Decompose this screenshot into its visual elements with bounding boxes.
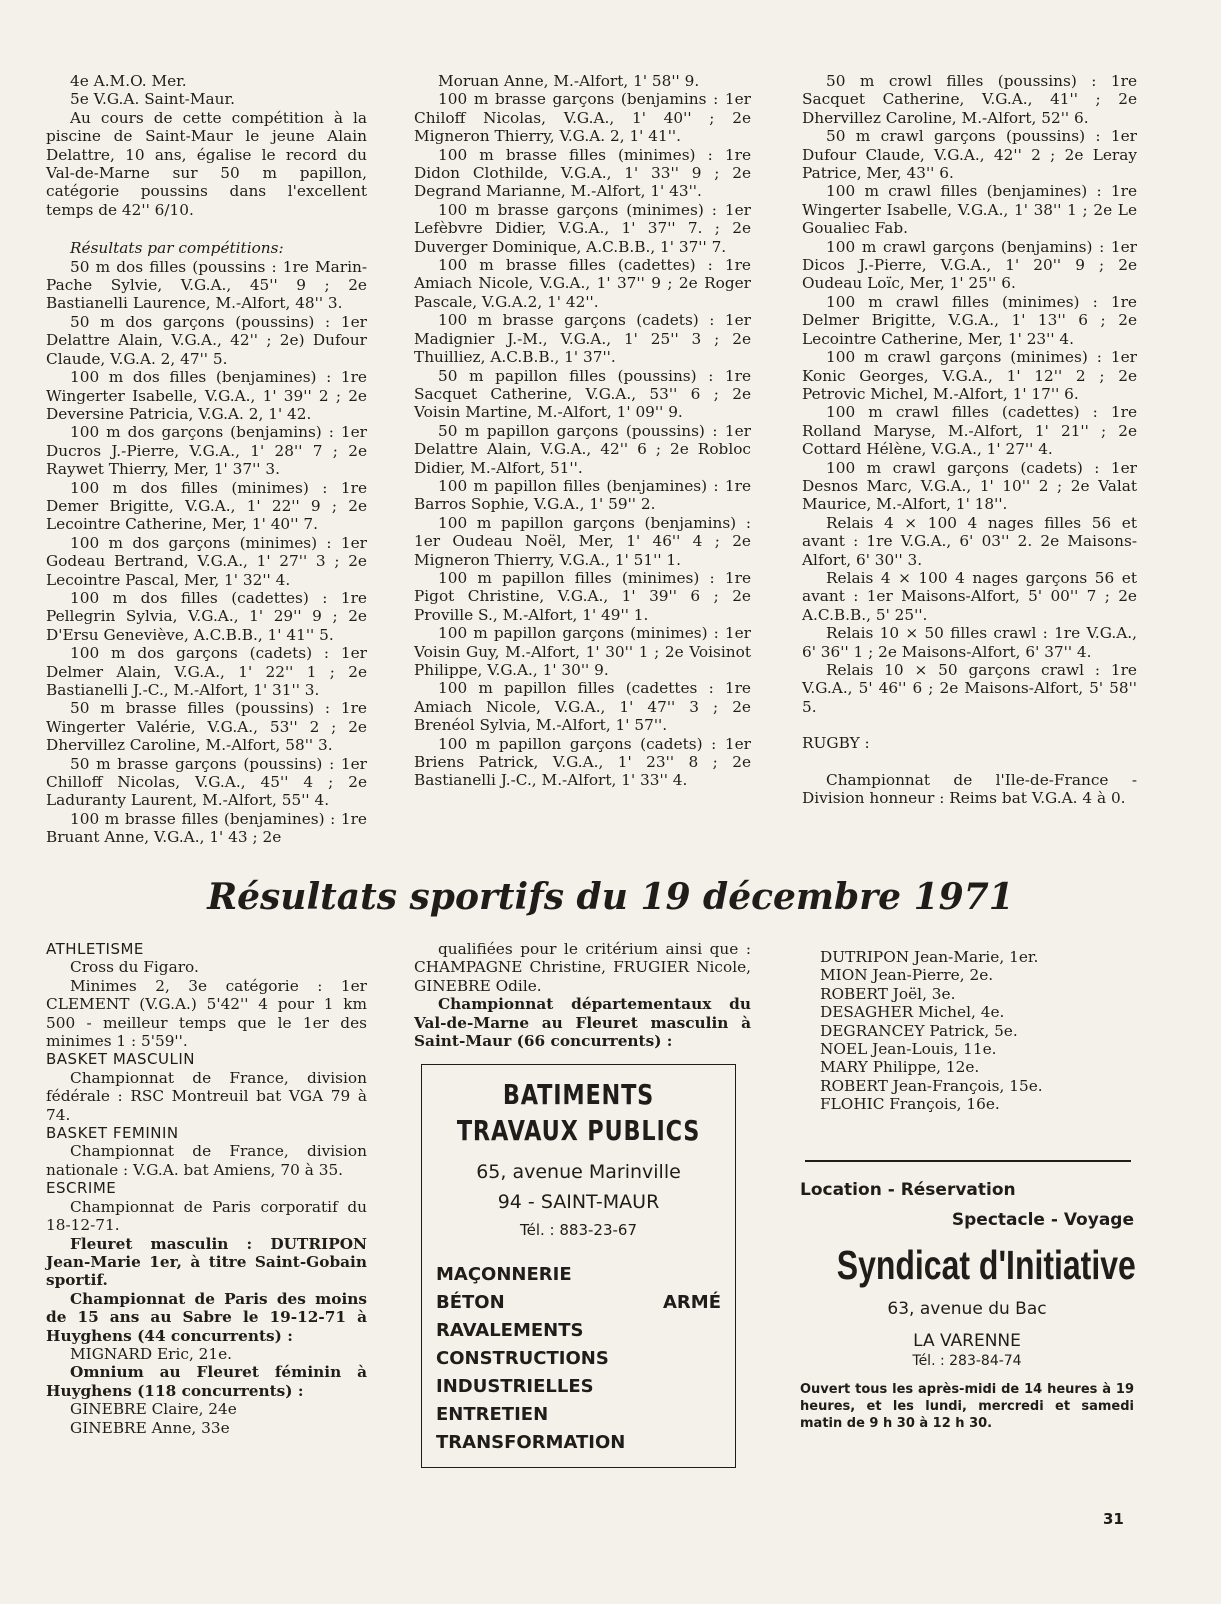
section-heading: Résultats par compétitions: [70, 239, 284, 258]
paragraph: Relais 4 × 100 4 nages garçons 56 et avant : 1er Maisons-Alfort, 5' 00'' 7 ; 2e A.C.B.B., 5' 25''. [802, 568, 1137, 624]
paragraph: 100 m crawl garçons (cadets) : 1er Desnos Marc, V.G.A., 1' 10'' 2 ; 2e Valat Maurice, M.-Alfort, 1' 18''. [802, 458, 1137, 514]
paragraph: 100 m crawl filles (benjamines) : 1re Wingerter Isabelle, V.G.A., 1' 38'' 1 ; 2e Le Goualiec Fab. [802, 182, 1137, 238]
paragraph: MIGNARD Eric, 21e. [70, 1344, 233, 1363]
paragraph: 50 m brasse garçons (poussins) : 1er Chilloff Nicolas, V.G.A., 45'' 4 ; 2e Laduranty Laurent, M.-Alfort, 55'' 4. [46, 754, 367, 810]
ad-title-line-1: BATIMENTS [502, 1078, 655, 1111]
ad-trade: MAÇONNERIE [436, 1264, 572, 1285]
paragraph: 100 m dos garçons (cadets) : 1er Delmer Alain, V.G.A., 1' 22'' 1 ; 2e Bastianelli J.-C., M.-Alfort, 1' 31'' 3. [46, 644, 367, 699]
paragraph: Relais 10 × 50 filles crawl : 1re V.G.A., 6' 36'' 1 ; 2e Maisons-Alfort, 6' 37'' 4. [802, 624, 1137, 661]
paragraph: 50 m crowl filles (poussins) : 1re Sacquet Catherine, V.G.A., 41'' ; 2e Dhervillez Caroline, M.-Alfort, 52'' 6. [802, 72, 1137, 127]
paragraph: Championnat départementaux du Val-de-Marne au Fleuret masculin à Saint-Maur (66 concurrents) : [414, 995, 751, 1051]
paragraph: 50 m dos garçons (poussins) : 1er Delattre Alain, V.G.A., 42'' ; 2e) Dufour Claude, V.G.A. 2, 47'' 5. [46, 312, 367, 368]
ad-address: 65, avenue Marinville [476, 1161, 681, 1183]
paragraph: 100 m papillon filles (benjamines) : 1re Barros Sophie, V.G.A., 1' 59'' 2. [414, 476, 751, 514]
ad-trade: RAVALEMENTS [436, 1320, 584, 1341]
paragraph: 100 m crawl filles (cadettes) : 1re Rolland Maryse, M.-Alfort, 1' 21'' ; 2e Cottard Hélène, V.G.A., 1' 27'' 4. [802, 403, 1137, 459]
paragraph: 50 m papillon filles (poussins) : 1re Sacquet Catherine, V.G.A., 53'' 6 ; 2e Voisin Martine, M.-Alfort, 1' 09'' 9. [414, 366, 751, 422]
list-item: DEGRANCEY Patrick, 5e. [820, 1021, 1018, 1040]
paragraph: Relais 4 × 100 4 nages filles 56 et avant : 1re V.G.A., 6' 03'' 2. 2e Maisons-Alfort, 6' 30'' 3. [802, 513, 1137, 569]
paragraph: 50 m crawl garçons (poussins) : 1er Dufour Claude, V.G.A., 42'' 2 ; 2e Leray Patrice, Mer, 43'' 6. [802, 127, 1137, 183]
ad-trade: ENTRETIEN [436, 1404, 549, 1425]
list-item: NOEL Jean-Louis, 11e. [820, 1040, 997, 1059]
list-item: FLOHIC François, 16e. [820, 1095, 1000, 1114]
paragraph: 100 m brasse filles (cadettes) : 1re Amiach Nicole, V.G.A., 1' 37'' 9 ; 2e Roger Pascale, V.G.A.2, 1' 42''. [414, 256, 751, 311]
paragraph: 100 m brasse garçons (minimes) : 1er Lefèbvre Didier, V.G.A., 1' 37'' 7. ; 2e Duverger Dominique, A.C.B.B., 1' 37'' 7. [414, 200, 751, 256]
paragraph: 100 m papillon garçons (minimes) : 1er Voisin Guy, M.-Alfort, 1' 30'' 1 ; 2e Voisinot Philippe, V.G.A., 1' 30'' 9. [414, 624, 751, 679]
advertisement-syndicat [800, 1180, 1134, 1432]
paragraph: 100 m dos filles (benjamines) : 1re Wingerter Isabelle, V.G.A., 1' 39'' 2 ; 2e Deversine Patricia, V.G.A. 2, 1' 42. [46, 368, 367, 423]
paragraph: 100 m brasse filles (benjamines) : 1re Bruant Anne, V.G.A., 1' 43 ; 2e [46, 809, 367, 847]
paragraph: 100 m papillon garçons (cadets) : 1er Briens Patrick, V.G.A., 1' 23'' 8 ; 2e Bastianelli J.-C., M.-Alfort, 1' 33'' 4. [414, 734, 751, 790]
ad-tagline-1: Location - Réservation [800, 1180, 1016, 1200]
column-3 [802, 72, 1137, 807]
paragraph: 100 m dos garçons (minimes) : 1er Godeau Bertrand, V.G.A., 1' 27'' 3 ; 2e Lecointre Pascal, Mer, 1' 32'' 4. [46, 533, 367, 589]
paragraph: 100 m papillon filles (cadettes : 1re Amiach Nicole, V.G.A., 1' 47'' 3 ; 2e Brenéol Sylvia, M.-Alfort, 1' 57''. [414, 679, 751, 735]
paragraph: 5e V.G.A. Saint-Maur. [70, 90, 235, 109]
list-item: DESAGHER Michel, 4e. [820, 1003, 1005, 1022]
advertisement-btp [421, 1064, 736, 1468]
section-heading: ATHLETISME [46, 940, 144, 958]
paragraph: 100 m crawl filles (minimes) : 1re Delmer Brigitte, V.G.A., 1' 13'' 6 ; 2e Lecointre Catherine, Mer, 1' 23'' 4. [802, 292, 1137, 348]
list-item: ROBERT Joël, 3e. [820, 984, 956, 1003]
paragraph: Championnat de Paris corporatif du 18-12-71. [46, 1197, 367, 1235]
paragraph: 4e A.M.O. Mer. [70, 72, 187, 90]
paragraph: qualifiées pour le critérium ainsi que : CHAMPAGNE Christine, FRUGIER Nicole, GINEBRE Odile. [414, 940, 751, 995]
ad-city: LA VARENNE [913, 1331, 1021, 1351]
paragraph: 50 m dos filles (poussins : 1re Marin-Pache Sylvie, V.G.A., 45'' 9 ; 2e Bastianelli Laurence, M.-Alfort, 48'' 3. [46, 257, 367, 313]
ad-phone: Tél. : 883-23-67 [520, 1221, 637, 1239]
ad-name: Syndicat d'Initiative [836, 1242, 1136, 1288]
paragraph: Championnat de Paris des moins de 15 ans au Sabre le 19-12-71 à Huyghens (44 concurrents) : [46, 1289, 367, 1345]
paragraph: 100 m brasse garçons (cadets) : 1er Madignier J.-M., V.G.A., 1' 25'' 3 ; 2e Thuilliez, A.C.B.B., 1' 37''. [414, 311, 751, 367]
headline: Résultats sportifs du 19 décembre 1971 [207, 876, 1014, 918]
paragraph: Au cours de cette compétition à la piscine de Saint-Maur le jeune Alain Delattre, 10 ans, égalise le record du Val-de-Marne sur 50 m papillon, catégorie poussins dans l'excellent temps de 42'' 6/10. [46, 108, 367, 219]
ad-trade: CONSTRUCTIONS [436, 1348, 609, 1369]
ad-trade: TRANSFORMATION [436, 1432, 626, 1453]
paragraph: 100 m papillon filles (minimes) : 1re Pigot Christine, V.G.A., 1' 39'' 6 ; 2e Proville S., M.-Alfort, 1' 49'' 1. [414, 568, 751, 624]
column-1 [46, 72, 367, 847]
paragraph: Championnat de France, division fédérale : RSC Montreuil bat VGA 79 à 74. [46, 1068, 367, 1124]
ad-title-line-2: TRAVAUX PUBLICS [456, 1114, 701, 1147]
ad-city: 94 - SAINT-MAUR [497, 1191, 660, 1213]
section-heading: BASKET MASCULIN [46, 1050, 195, 1069]
paragraph: 100 m papillon garçons (benjamins) : 1er Oudeau Noël, Mer, 1' 46'' 4 ; 2e Migneron Thierry, V.G.A., 1' 51'' 1. [414, 513, 751, 569]
divider [805, 1160, 1131, 1162]
paragraph: GINEBRE Claire, 24e [70, 1400, 237, 1419]
paragraph: Championnat de l'Ile-de-France - Division honneur : Reims bat V.G.A. 4 à 0. [802, 770, 1137, 808]
ad-trade: BÉTON ARMÉ [436, 1292, 721, 1313]
paragraph: 50 m papillon garçons (poussins) : 1er Delattre Alain, V.G.A., 42'' 6 ; 2e Robloc Didier, M.-Alfort, 51''. [414, 421, 751, 477]
paragraph: 100 m brasse filles (minimes) : 1re Didon Clothilde, V.G.A., 1' 33'' 9 ; 2e Degrand Marianne, M.-Alfort, 1' 43''. [414, 145, 751, 201]
page-number: 31 [1103, 1510, 1124, 1528]
paragraph: 100 m crawl garçons (benjamins) : 1er Dicos J.-Pierre, V.G.A., 1' 20'' 9 ; 2e Oudeau Loïc, Mer, 1' 25'' 6. [802, 237, 1137, 293]
list-item: ROBERT Jean-François, 15e. [820, 1076, 1043, 1095]
list-item: DUTRIPON Jean-Marie, 1er. [820, 948, 1039, 966]
ad-tagline-2: Spectacle - Voyage [951, 1210, 1134, 1230]
paragraph: Relais 10 × 50 garçons crawl : 1re V.G.A., 5' 46'' 6 ; 2e Maisons-Alfort, 5' 58'' 5. [802, 661, 1137, 716]
paragraph: 100 m crawl garçons (minimes) : 1er Konic Georges, V.G.A., 1' 12'' 2 ; 2e Petrovic Michel, M.-Alfort, 1' 17'' 6. [802, 348, 1137, 403]
column-2 [414, 72, 751, 790]
column-6 [820, 948, 1120, 1114]
ad-hours: Ouvert tous les après-midi de 14 heures à 19 heures, et les lundi, mercredi et samedi matin de 9 h 30 à 12 h 30. [800, 1382, 1134, 1431]
paragraph: 100 m dos filles (minimes) : 1re Demer Brigitte, V.G.A., 1' 22'' 9 ; 2e Lecointre Catherine, Mer, 1' 40'' 7. [46, 478, 367, 534]
paragraph: Moruan Anne, M.-Alfort, 1' 58'' 9. [438, 72, 700, 90]
paragraph: 100 m dos garçons (benjamins) : 1er Ducros J.-Pierre, V.G.A., 1' 28'' 7 ; 2e Raywet Thierry, Mer, 1' 37'' 3. [46, 423, 367, 479]
list-item: MARY Philippe, 12e. [820, 1058, 980, 1077]
paragraph: 100 m brasse garçons (benjamins : 1er Chiloff Nicolas, V.G.A., 1' 40'' ; 2e Migneron Thierry, V.G.A. 2, 1' 41''. [414, 90, 751, 146]
paragraph: Omnium au Fleuret féminin à Huyghens (118 concurrents) : [46, 1363, 367, 1400]
paragraph: Fleuret masculin : DUTRIPON Jean-Marie 1er, à titre Saint-Gobain sportif. [46, 1234, 367, 1290]
paragraph: 100 m dos filles (cadettes) : 1re Pellegrin Sylvia, V.G.A., 1' 29'' 9 ; 2e D'Ersu Geneviève, A.C.B.B., 1' 41'' 5. [46, 588, 367, 644]
ad-trade: INDUSTRIELLES [436, 1376, 594, 1397]
paragraph: Championnat de France, division nationale : V.G.A. bat Amiens, 70 à 35. [46, 1142, 367, 1179]
paragraph: Cross du Figaro. [70, 958, 199, 977]
ad-phone: Tél. : 283-84-74 [912, 1353, 1022, 1369]
paragraph: GINEBRE Anne, 33e [70, 1418, 230, 1437]
paragraph: Minimes 2, 3e catégorie : 1er CLEMENT (V.G.A.) 5'42'' 4 pour 1 km 500 - meilleur temps que le 1er des minimes 1 : 5'59''. [46, 976, 367, 1051]
column-5 [414, 940, 751, 1050]
ad-address: 63, avenue du Bac [887, 1299, 1047, 1319]
section-heading: RUGBY : [802, 734, 870, 753]
section-heading: ESCRIME [46, 1179, 117, 1198]
column-4 [46, 940, 367, 1437]
section-heading: BASKET FEMININ [46, 1124, 179, 1143]
paragraph: 50 m brasse filles (poussins) : 1re Wingerter Valérie, V.G.A., 53'' 2 ; 2e Dhervillez Caroline, M.-Alfort, 58'' 3. [46, 699, 367, 755]
list-item: MION Jean-Pierre, 2e. [820, 966, 994, 985]
